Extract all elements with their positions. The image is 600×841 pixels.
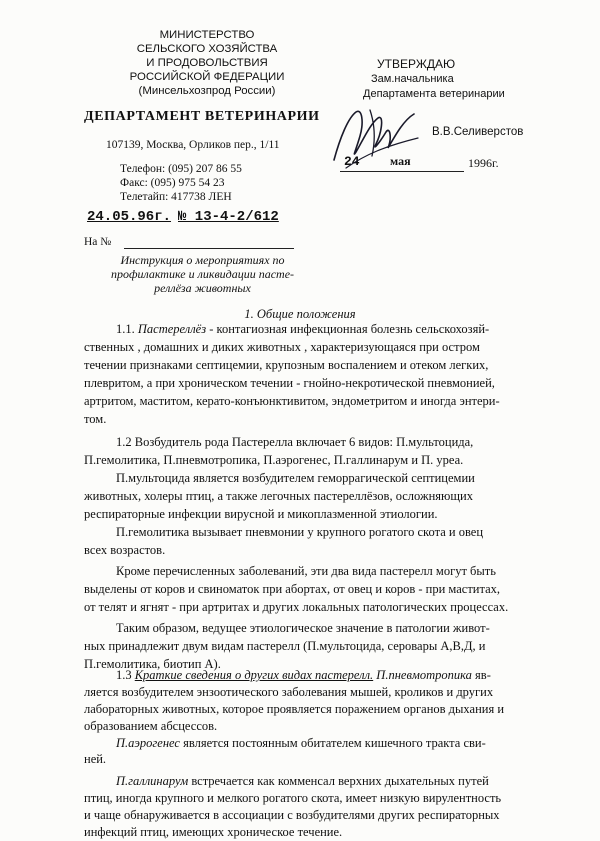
body-text: - контагиозная инфекционная болезнь сельскохозяй-: [206, 322, 490, 336]
body-line: П.гемолитика, П.пневмотропика, П.аэрогенес, П.галлинарум и П. уреа.: [84, 453, 464, 467]
body-line: [116, 322, 489, 337]
telex-line: Телетайп: 417738 ЛЕН: [120, 191, 232, 203]
reference-underline: [124, 248, 294, 249]
approval-year: 1996г.: [468, 156, 499, 170]
fax-line: Факс: (095) 975 54 23: [120, 177, 225, 189]
approval-day: 24: [344, 154, 360, 169]
ministry-line: (Минсельхозпрод России): [138, 85, 276, 97]
body-text: яв-: [471, 668, 491, 682]
approval-department: Департамента ветеринарии: [363, 88, 505, 100]
term-other-species: Краткие сведения о других видах пастерелл.: [134, 668, 374, 682]
body-line: [116, 774, 489, 789]
body-line: ней.: [84, 752, 107, 766]
body-line: [116, 668, 491, 683]
body-line: артритом, маститом, керато-конъюнктивитом, эндометритом и иногда энтери-: [84, 394, 500, 408]
approval-position: Зам.начальника: [371, 73, 454, 85]
document-date: 24.05.96г.: [87, 209, 172, 225]
body-line: Таким образом, ведущее этиологическое значение в патологии живот-: [116, 621, 490, 635]
approval-month: мая: [390, 154, 411, 168]
instruction-title-line: реллёза животных: [154, 281, 251, 295]
department-name: ДЕПАРТАМЕНТ ВЕТЕРИНАРИИ: [84, 109, 320, 124]
section-title: 1. Общие положения: [244, 307, 356, 321]
body-text: 1.3: [116, 668, 135, 682]
instruction-title-line: профилактике и ликвидации пасте-: [110, 267, 295, 281]
instruction-title: [90, 253, 315, 295]
phone-line: Телефон: (095) 207 86 55: [120, 163, 242, 175]
body-line: П.мультоцида является возбудителем геморрагической септицемии: [116, 471, 475, 485]
body-line: ственных , домашних и диких животных , характеризующаяся при остром: [84, 340, 480, 354]
body-line: том.: [84, 412, 107, 426]
body-line: респираторные инфекции вирусной и микоплазменной этиологии.: [84, 507, 438, 521]
body-line: П.гемолитика, биотип А).: [84, 657, 221, 671]
body-text: является постоянным обитателем кишечного тракта сви-: [179, 736, 486, 750]
term-pasteurellosis: Пастереллёз: [137, 322, 207, 336]
body-line: и чаще обнаруживается в ассоциации с возбудителями других респираторных: [84, 808, 500, 822]
approval-label: УТВЕРЖДАЮ: [377, 57, 456, 71]
body-line: птиц, иногда крупного и мелкого рогатого скота, имеет низкую вирулентность: [84, 791, 502, 805]
reference-label: На №: [84, 236, 112, 248]
document-number: № 13-4-2/612: [178, 209, 279, 225]
body-line: инфекций птиц, имеющих хроническое течение.: [84, 825, 343, 839]
body-line: плевритом, а при хроническом течении - гнойно-некротической пневмонией,: [84, 376, 495, 390]
ministry-line: РОССИЙСКОЙ ФЕДЕРАЦИИ: [129, 71, 285, 83]
approval-name: В.В.Селиверстов: [432, 126, 524, 138]
instruction-title-line: Инструкция о мероприятиях по: [120, 253, 285, 267]
body-line: ляется возбудителем энзоотического заболевания мышей, кроликов и других: [84, 685, 494, 699]
body-line: течении признаками септицемии, крупозным воспалением и отеком легких,: [84, 358, 489, 372]
ministry-line: МИНИСТЕРСТВО: [159, 29, 255, 41]
body-line: 1.2 Возбудитель рода Пастерелла включает 6 видов: П.мультоцида,: [116, 435, 474, 449]
body-line: выделены от коров и свиноматок при абортах, от овец и коров - при маститах,: [84, 582, 501, 596]
body-text: встречается как комменсал верхних дыхательных путей: [188, 774, 489, 788]
body-line: всех возрастов.: [84, 543, 166, 557]
body-line: образованием абсцессов.: [84, 719, 218, 733]
ministry-line: СЕЛЬСКОГО ХОЗЯЙСТВА: [136, 43, 278, 55]
body-line: лабораторных животных, которое проявляется поражением органов дыхания и: [84, 702, 505, 716]
body-line: животных, холеры птиц, а также легочных пастереллёзов, осложняющих: [84, 489, 473, 503]
body-text: 1.1.: [116, 322, 138, 336]
handwritten-signature: [326, 98, 426, 178]
body-line: [116, 736, 486, 751]
term-gallinarum: П.галлинарум: [116, 774, 189, 788]
body-line: П.гемолитика вызывает пневмонии у крупного рогатого скота и овец: [116, 525, 484, 539]
term-aerogenes: П.аэрогенес: [116, 736, 180, 750]
body-line: ных принадлежит двум видам пастерелл (П.мультоцида, серовары А,В,Д, и: [84, 639, 486, 653]
term-pneumotropica: П.пневмотропика: [376, 668, 472, 682]
body-line: от телят и ягнят - при артритах и других локальных патологических процессах.: [84, 600, 509, 614]
body-line: Кроме перечисленных заболеваний, эти два вида пастерелл могут быть: [116, 564, 496, 578]
ministry-line: И ПРОДОВОЛЬСТВИЯ: [146, 57, 268, 69]
address-line: 107139, Москва, Орликов пер., 1/11: [106, 139, 280, 151]
ministry-letterhead: [112, 28, 302, 98]
